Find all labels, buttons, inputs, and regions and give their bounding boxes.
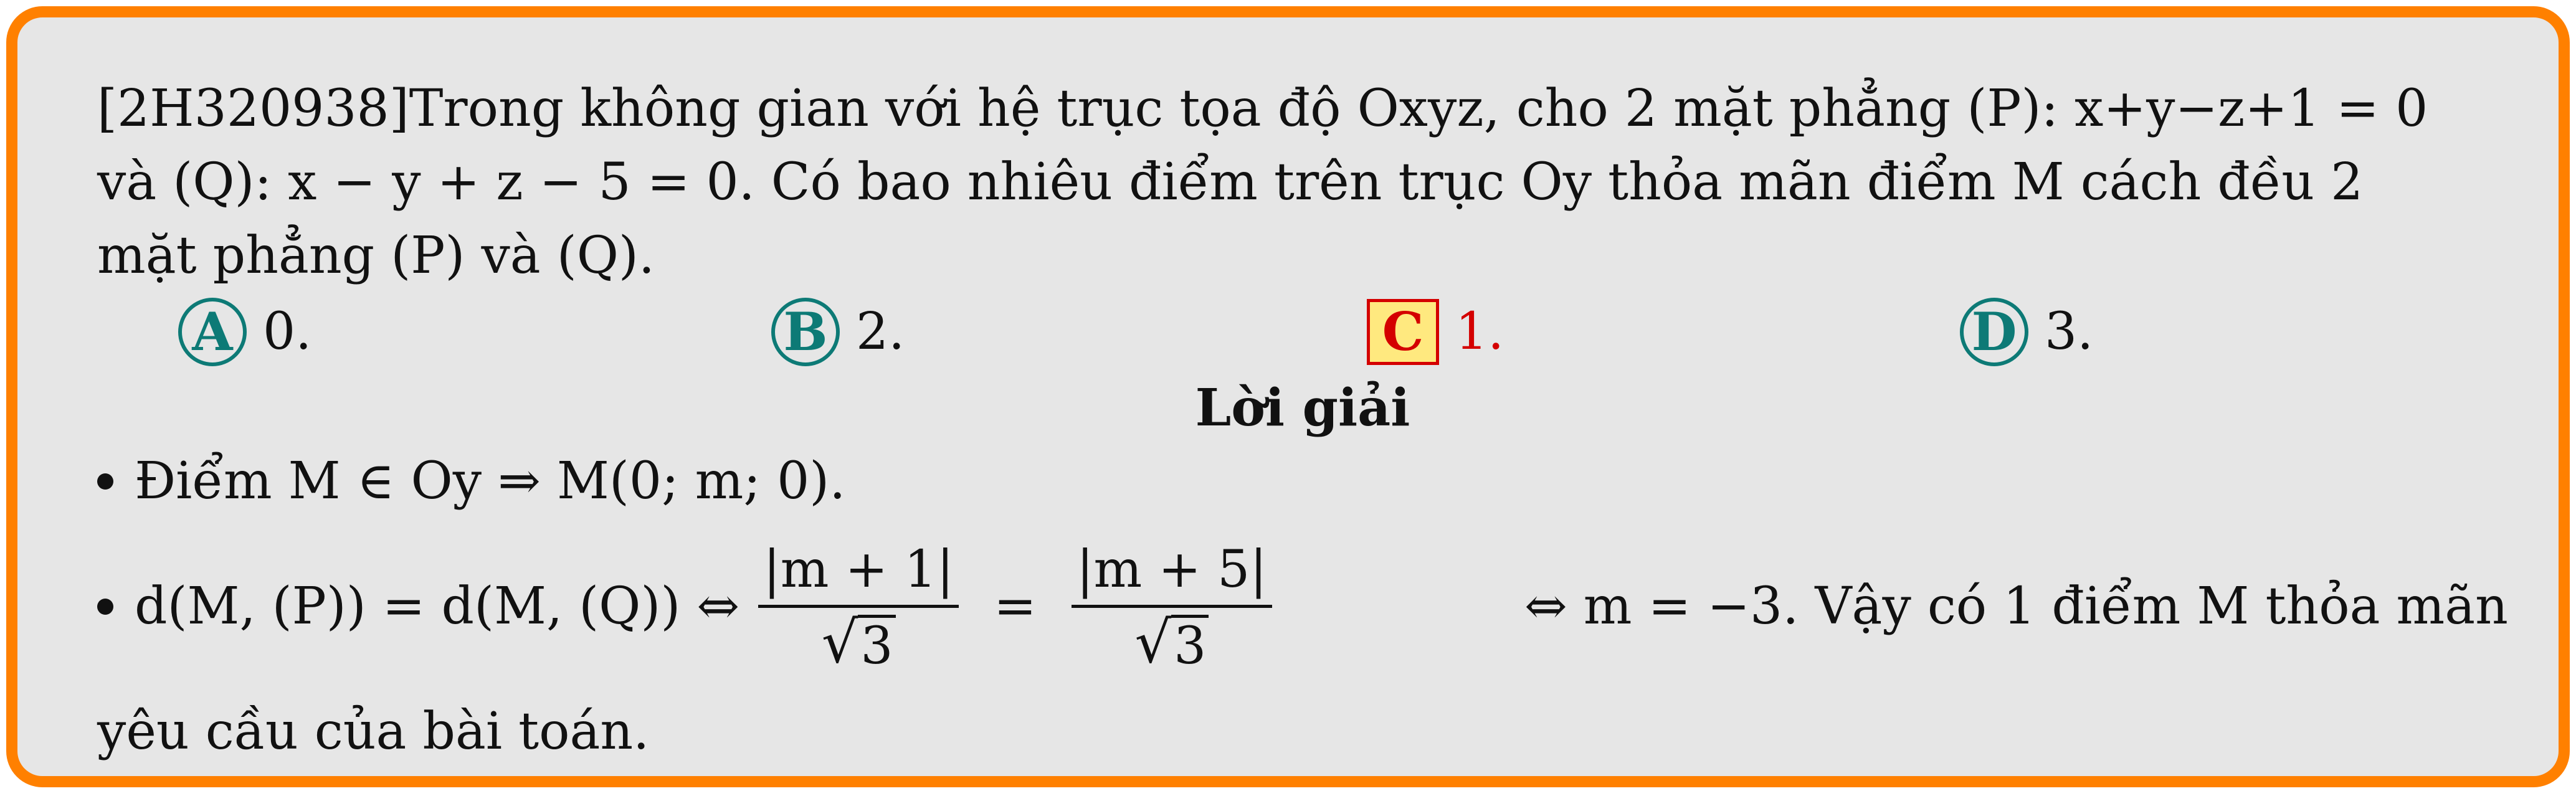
solution-step-2-formula — [97, 539, 1291, 675]
choice-a[interactable] — [178, 295, 311, 369]
fraction-1-radicand: 3 — [858, 615, 895, 675]
solution-step-1 — [97, 445, 2508, 518]
choice-c-badge: C — [1367, 299, 1439, 365]
solution-heading: Lời giải — [1195, 378, 1410, 438]
solution-step-2-tail: yêu cầu của bài toán. — [97, 702, 650, 761]
fraction-1-numerator: |m + 1| — [758, 539, 959, 608]
choice-c-text: 1. — [1455, 302, 1504, 361]
equals-sign: = — [994, 577, 1037, 636]
question-text — [97, 72, 2508, 293]
fraction-1 — [758, 539, 959, 675]
fraction-2-denominator — [1134, 608, 1209, 675]
solution-step-2-lhs: d(M, (P)) = d(M, (Q)) ⇔ — [135, 577, 740, 636]
answer-choices — [97, 295, 2508, 376]
choice-b-text: 2. — [856, 302, 905, 361]
question-line-3: mặt phẳng (P) và (Q). — [97, 226, 655, 285]
solution-step-1-text: Điểm M ∈ Oy ⇒ M(0; m; 0). — [135, 452, 846, 511]
choice-c[interactable] — [1367, 295, 1504, 369]
question-line-1: [2H320938]Trong không gian với hệ trục tọa độ Oxyz, cho 2 mặt phẳng (P): x+y−z+1 = 0 — [97, 79, 2428, 138]
card-content — [97, 72, 2508, 769]
choice-d[interactable] — [1960, 295, 2093, 369]
fraction-2-numerator: |m + 5| — [1072, 539, 1272, 608]
sqrt-icon: √ — [821, 609, 858, 676]
question-card — [6, 6, 2570, 787]
bullet-icon — [97, 599, 113, 615]
fraction-2-radicand: 3 — [1171, 615, 1209, 675]
choice-a-text: 0. — [263, 302, 312, 361]
solution-step-2-rhs: ⇔ m = −3. Vậy có 1 điểm M thỏa mãn — [1524, 577, 2508, 636]
fraction-2 — [1072, 539, 1272, 675]
sqrt-icon: √ — [1134, 609, 1172, 676]
bullet-icon — [97, 473, 113, 490]
choice-d-text: 3. — [2045, 302, 2094, 361]
choice-a-badge: A — [178, 298, 247, 366]
choice-b-badge: B — [771, 298, 840, 366]
choice-d-badge: D — [1960, 298, 2028, 366]
choice-b[interactable] — [771, 295, 905, 369]
question-line-2: và (Q): x − y + z − 5 = 0. Có bao nhiêu điểm trên trục Oy thỏa mãn điểm M cách đều 2 — [97, 153, 2364, 212]
fraction-1-denominator — [822, 608, 896, 675]
solution-step-2 — [97, 532, 2508, 681]
